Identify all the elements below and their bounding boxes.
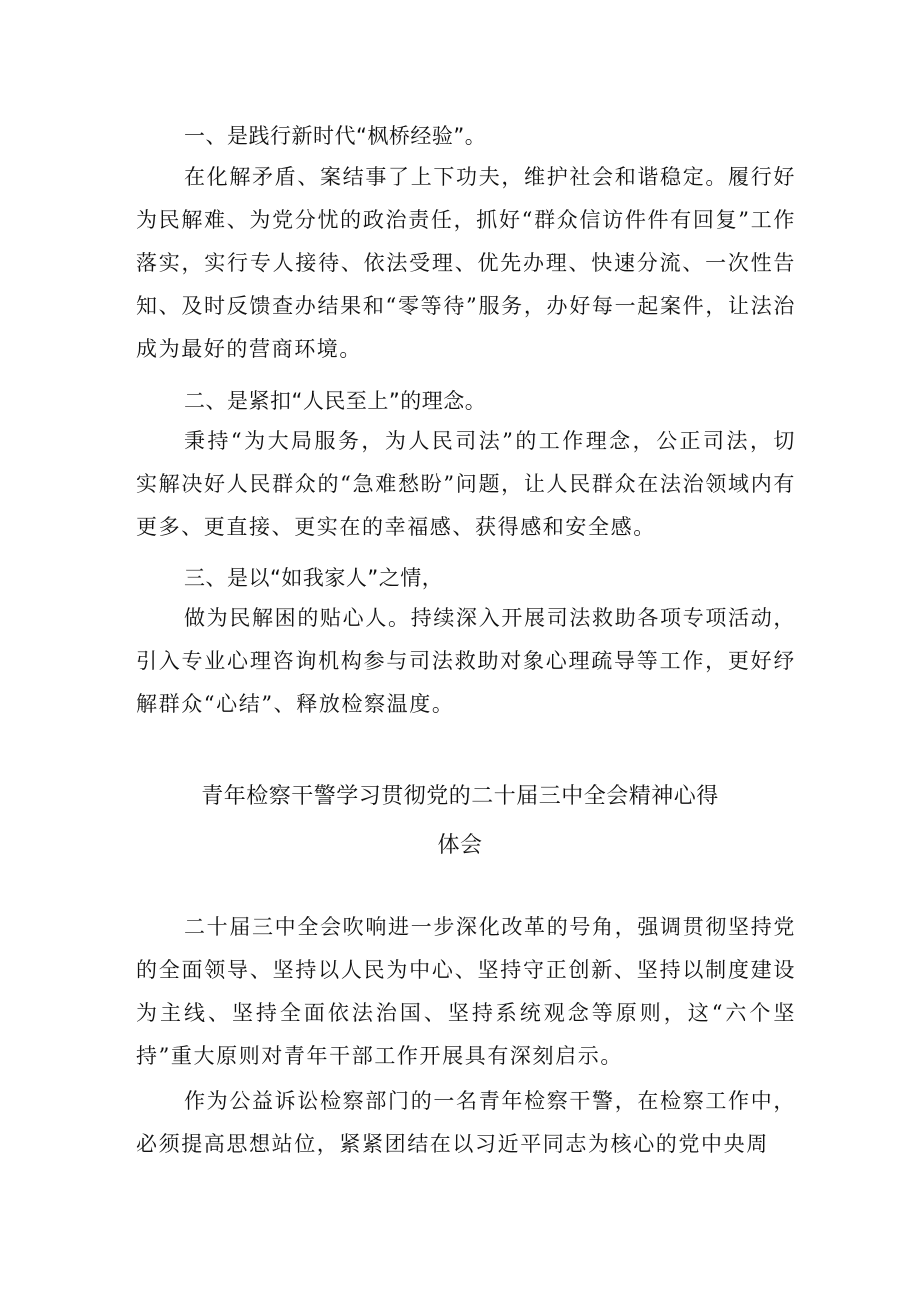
section-2-paragraph: 秉持“为大局服务，为人民司法”的工作理念，公正司法，切实解决好人民群众的“急难愁盼”问题，让人民群众在法治领域内有更多、更直接、更实在的幸福感、获得感和安全感。 bbox=[136, 429, 796, 539]
article-paragraph-1: 二十届三中全会吹响进一步深化改革的号角，强调贯彻坚持党的全面领导、坚持以人民为中心、坚持守正创新、坚持以制度建设为主线、坚持全面依法治国、坚持系统观念等原则，这“六个坚持”重大原则对青年干部工作开展具有深刻启示。 bbox=[136, 915, 796, 1068]
section-3-paragraph: 做为民解困的贴心人。持续深入开展司法救助各项专项活动，引入专业心理咨询机构参与司法救助对象心理疏导等工作，更好纾解群众“心结”、释放检察温度。 bbox=[136, 606, 796, 716]
article-title-line-1: 青年检察干警学习贯彻党的二十届三中全会精神心得 bbox=[201, 784, 719, 809]
section-1-heading: 一、是践行新时代“枫桥经验”。 bbox=[184, 124, 487, 148]
section-2-heading: 二、是紧扣“人民至上”的理念。 bbox=[184, 389, 487, 413]
article-paragraph-2: 作为公益诉讼检察部门的一名青年检察干警，在检察工作中，必须提高思想站位，紧紧团结在以习近平同志为核心的党中央周 bbox=[136, 1089, 796, 1156]
article-title-line-2: 体会 bbox=[437, 833, 483, 858]
section-1-paragraph: 在化解矛盾、案结事了上下功夫，维护社会和谐稳定。履行好为民解难、为党分忧的政治责任，抓好“群众信访件件有回复”工作落实，实行专人接待、依法受理、优先办理、快速分流、一次性告知、及时反馈查办结果和“零等待”服务，办好每一起案件，让法治成为最好的营商环境。 bbox=[136, 165, 796, 361]
section-3-heading: 三、是以“如我家人”之情， bbox=[184, 566, 444, 590]
